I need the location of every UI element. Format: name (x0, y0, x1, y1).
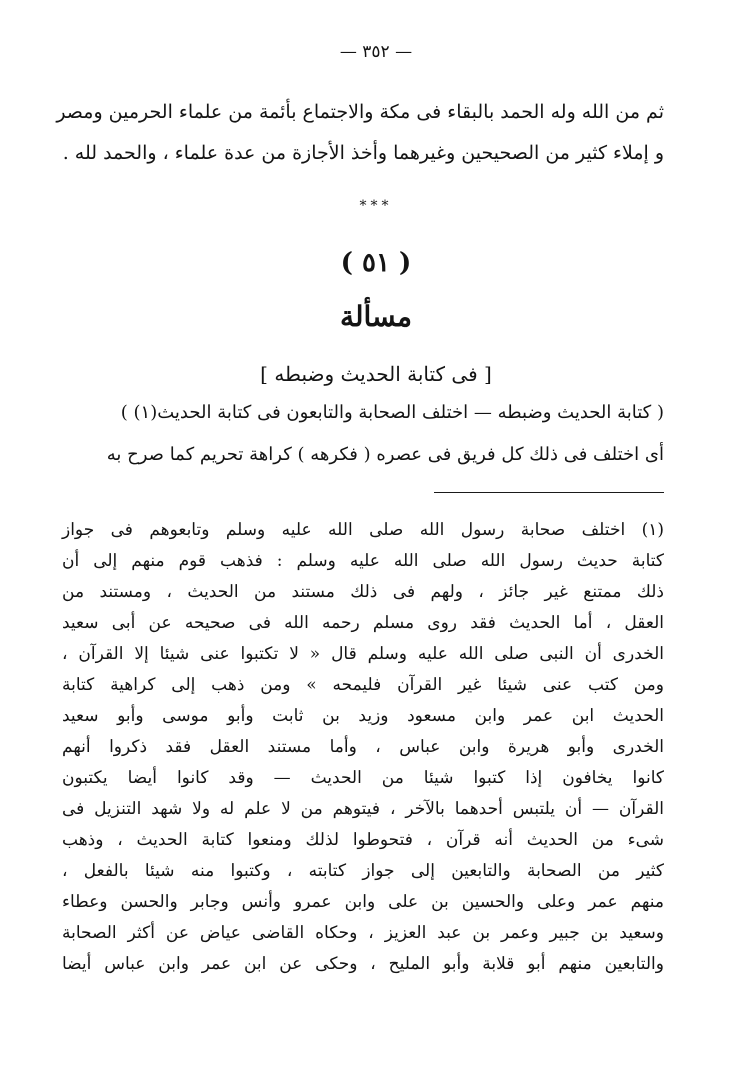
footnote-line: منهم عمر وعلى والحسين بن على وابن عمرو وأنس وجابر والحسن وعطاء (62, 892, 664, 912)
intro-line: ثم من الله وله الحمد بالبقاء فى مكة والاجتماع بأئمة من علماء الحرمين ومصر (56, 101, 664, 123)
footnote-line: القرآن — أن يلتبس أحدهما بالآخر ، فيتوهم من لا علم له ولا شهد التنزيل فى (62, 799, 664, 819)
footnote-line: ومن كتب عنى شيئا غير القرآن فليمحه » ومن ذهب إلى كراهية كتابة (62, 675, 664, 695)
separator-stars: *** (359, 198, 393, 214)
section-heading: [ فى كتابة الحديث وضبطه ] (260, 362, 492, 386)
footnote-line: شىء من الحديث أنه قرآن ، فتحوطوا لذلك ومنعوا كتابة الحديث ، وذهب (62, 830, 664, 850)
issue-title: مسألة (339, 300, 413, 333)
footnote-line: والتابعين منهم أبو قلابة وأبو المليح ، وحكى عن ابن عمر وابن عباس أيضا (62, 954, 664, 974)
footnote-line: كتابة حديث رسول الله صلى الله عليه وسلم : فذهب قوم منهم إلى أن (62, 551, 664, 571)
issue-number: ( ٥١ ) (340, 248, 412, 278)
footnote-line: الخدرى أن النبى صلى الله عليه وسلم قال « لا تكتبوا عنى شيئا إلا القرآن ، (62, 644, 664, 664)
footnote-line: كانوا يخافون إذا كتبوا شيئا من الحديث — وقد كانوا أيضا يكتبون (62, 768, 664, 788)
intro-line: و إملاء كثير من الصحيحين وغيرهما وأخذ الأجازة من عدة علماء ، والحمد لله . (62, 142, 664, 164)
footnote-divider (434, 492, 664, 493)
page-number: — ٣٥٢ — (339, 42, 413, 62)
footnote-line: ذلك ممتنع غير جائز ، ولهم فى ذلك مستند من الحديث ، ومستند من (62, 582, 664, 602)
footnote-line: الحديث ابن عمر وابن مسعود وزيد بن ثابت وأبو موسى وأبو سعيد (62, 706, 664, 726)
footnote-line: العقل ، أما الحديث فقد روى مسلم رحمه الله فى صحيحه عن أبى سعيد (62, 613, 664, 633)
footnote-line: وسعيد بن جبير وعمر بن عبد العزيز ، وحكاه القاضى عياض عن أكثر الصحابة (62, 923, 664, 943)
footnote-line: كثير من الصحابة والتابعين إلى جواز كتابته ، وكتبوا منه شيئا بالفعل ، (62, 861, 664, 881)
footnote-line: الخدرى وأبو هريرة وابن عباس ، وأما مستند العقل فقد ذكروا أنهم (62, 737, 664, 757)
heading-line: أى اختلف فى ذلك كل فريق فى عصره ( فكرهه ) كراهة تحريم كما صرح به (106, 444, 664, 465)
footnote-line: (١) اختلف صحابة رسول الله صلى الله عليه وسلم وتابعوهم فى جواز (62, 520, 664, 540)
heading-line: ( كتابة الحديث وضبطه — اختلف الصحابة والتابعون فى كتابة الحديث(١) ) (120, 402, 664, 423)
